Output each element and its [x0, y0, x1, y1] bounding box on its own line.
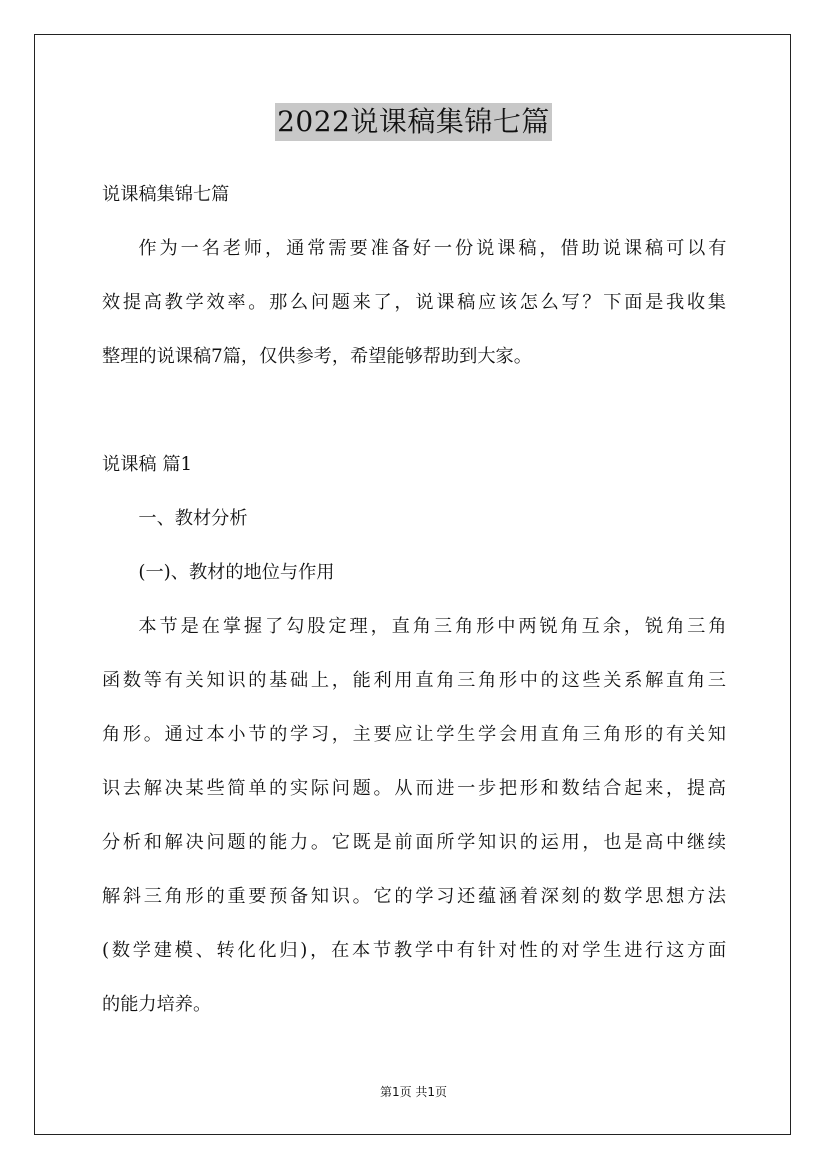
paragraph-gap [102, 384, 726, 438]
sub-heading-role: (一)、教材的地位与作用 [138, 562, 335, 583]
body-line-3: 角形。通过本小节的学习，主要应让学生学会用直角三角形的有关知 [102, 724, 729, 745]
document-title-text: 2022说课稿集锦七篇 [275, 103, 552, 141]
body-line-2: 函数等有关知识的基础上，能利用直角三角形中的这些关系解直角三 [102, 670, 729, 691]
intro-line-3: 整理的说课稿7篇，仅供参考，希望能够帮助到大家。 [102, 346, 532, 367]
body-line-4: 识去解决某些简单的实际问题。从而进一步把形和数结合起来，提高 [102, 778, 729, 799]
document-title [0, 103, 827, 141]
body-line-7: (数学建模、转化化归)，在本节教学中有针对性的对学生进行这方面 [102, 940, 729, 961]
body-line-1: 本节是在掌握了勾股定理，直角三角形中两锐角互余，锐角三角 [138, 616, 730, 637]
body-line-5: 分析和解决问题的能力。它既是前面所学知识的运用，也是高中继续 [102, 832, 729, 853]
document-body [102, 168, 730, 1032]
sub-heading-material-analysis: 一、教材分析 [138, 508, 248, 529]
page-number-label: 第1页 共1页 [379, 1085, 448, 1099]
body-line-8: 的能力培养。 [102, 994, 212, 1015]
intro-line-2: 效提高教学效率。那么问题来了，说课稿应该怎么写？下面是我收集 [102, 292, 729, 313]
body-line-6: 解斜三角形的重要预备知识。它的学习还蕴涵着深刻的数学思想方法 [102, 886, 729, 907]
intro-line-1: 作为一名老师，通常需要准备好一份说课稿，借助说课稿可以有 [138, 238, 730, 259]
page-footer [0, 1082, 827, 1102]
document-subtitle: 说课稿集锦七篇 [102, 184, 230, 205]
section-heading: 说课稿 篇1 [102, 454, 193, 475]
